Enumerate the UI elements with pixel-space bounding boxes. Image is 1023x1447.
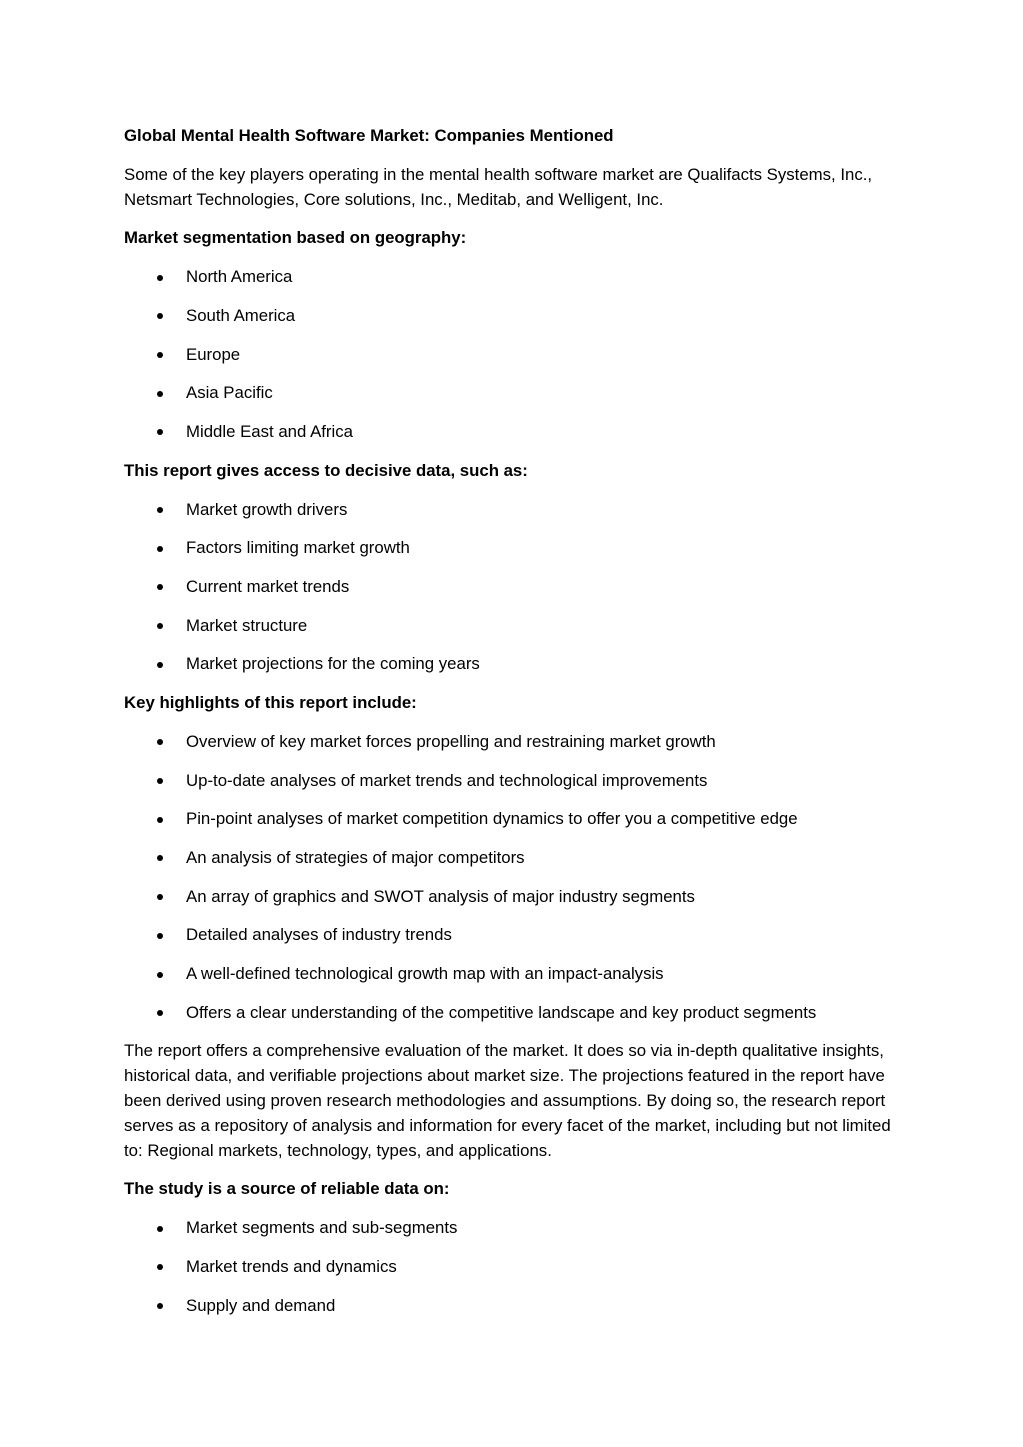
list-item: Pin-point analyses of market competition dynamics to offer you a competitive edge <box>124 807 914 832</box>
bullet-icon <box>157 275 163 281</box>
highlights-list <box>124 730 914 1026</box>
list-item: Market trends and dynamics <box>124 1255 914 1280</box>
document-title: Global Mental Health Software Market: Companies Mentioned <box>124 126 614 145</box>
geography-heading: Market segmentation based on geography: <box>124 228 467 248</box>
bullet-icon <box>157 546 163 552</box>
bullet-icon <box>157 1303 163 1309</box>
list-item: North America <box>124 265 914 290</box>
intro-paragraph: Some of the key players operating in the mental health software market are Qualifacts Systems, Inc., Netsmart Technologies, Core solutions, Inc., Meditab, and Welligent, Inc. <box>124 164 873 209</box>
decisive-heading: This report gives access to decisive data, such as: <box>124 460 528 480</box>
list-item: An analysis of strategies of major competitors <box>124 846 914 871</box>
bullet-icon <box>157 972 163 978</box>
list-item: Market structure <box>124 614 914 639</box>
document-page <box>124 124 914 1332</box>
bullet-icon <box>157 739 163 745</box>
bullet-icon <box>157 313 163 319</box>
list-item: Middle East and Africa <box>124 420 914 445</box>
list-item: Supply and demand <box>124 1294 914 1319</box>
bullet-icon <box>157 933 163 939</box>
list-item: Market segments and sub-segments <box>124 1216 914 1241</box>
bullet-icon <box>157 778 163 784</box>
list-item: A well-defined technological growth map with an impact-analysis <box>124 962 914 987</box>
list-item: South America <box>124 304 914 329</box>
highlights-heading: Key highlights of this report include: <box>124 693 417 713</box>
bullet-icon <box>157 429 163 435</box>
evaluation-paragraph: The report offers a comprehensive evaluation of the market. It does so via in-depth qualitative insights, historical data, and verifiable projections about market size. The projections featured in the report have been derived using proven research methodologies and assumptions. By doing so, the research report serves as a repository of analysis and information for every facet of the market, including but not limited to: Regional markets, technology, types, and applications. <box>124 1041 891 1160</box>
bullet-icon <box>157 623 163 629</box>
list-item: An array of graphics and SWOT analysis of major industry segments <box>124 885 914 910</box>
list-item: Detailed analyses of industry trends <box>124 923 914 948</box>
bullet-icon <box>157 352 163 358</box>
geography-list <box>124 265 914 445</box>
bullet-icon <box>157 1226 163 1232</box>
list-item: Overview of key market forces propelling and restraining market growth <box>124 730 914 755</box>
decisive-list <box>124 498 914 678</box>
bullet-icon <box>157 584 163 590</box>
list-item: Market projections for the coming years <box>124 652 914 677</box>
bullet-icon <box>157 855 163 861</box>
list-item: Market growth drivers <box>124 498 914 523</box>
list-item: Up-to-date analyses of market trends and technological improvements <box>124 769 914 794</box>
list-item: Europe <box>124 343 914 368</box>
study-heading: The study is a source of reliable data on: <box>124 1179 450 1199</box>
list-item: Factors limiting market growth <box>124 536 914 561</box>
study-list <box>124 1216 914 1318</box>
list-item: Current market trends <box>124 575 914 600</box>
bullet-icon <box>157 507 163 513</box>
list-item: Asia Pacific <box>124 381 914 406</box>
bullet-icon <box>157 1010 163 1016</box>
bullet-icon <box>157 662 163 668</box>
bullet-icon <box>157 391 163 397</box>
bullet-icon <box>157 817 163 823</box>
bullet-icon <box>157 1264 163 1270</box>
bullet-icon <box>157 894 163 900</box>
list-item: Offers a clear understanding of the competitive landscape and key product segments <box>124 1001 914 1026</box>
